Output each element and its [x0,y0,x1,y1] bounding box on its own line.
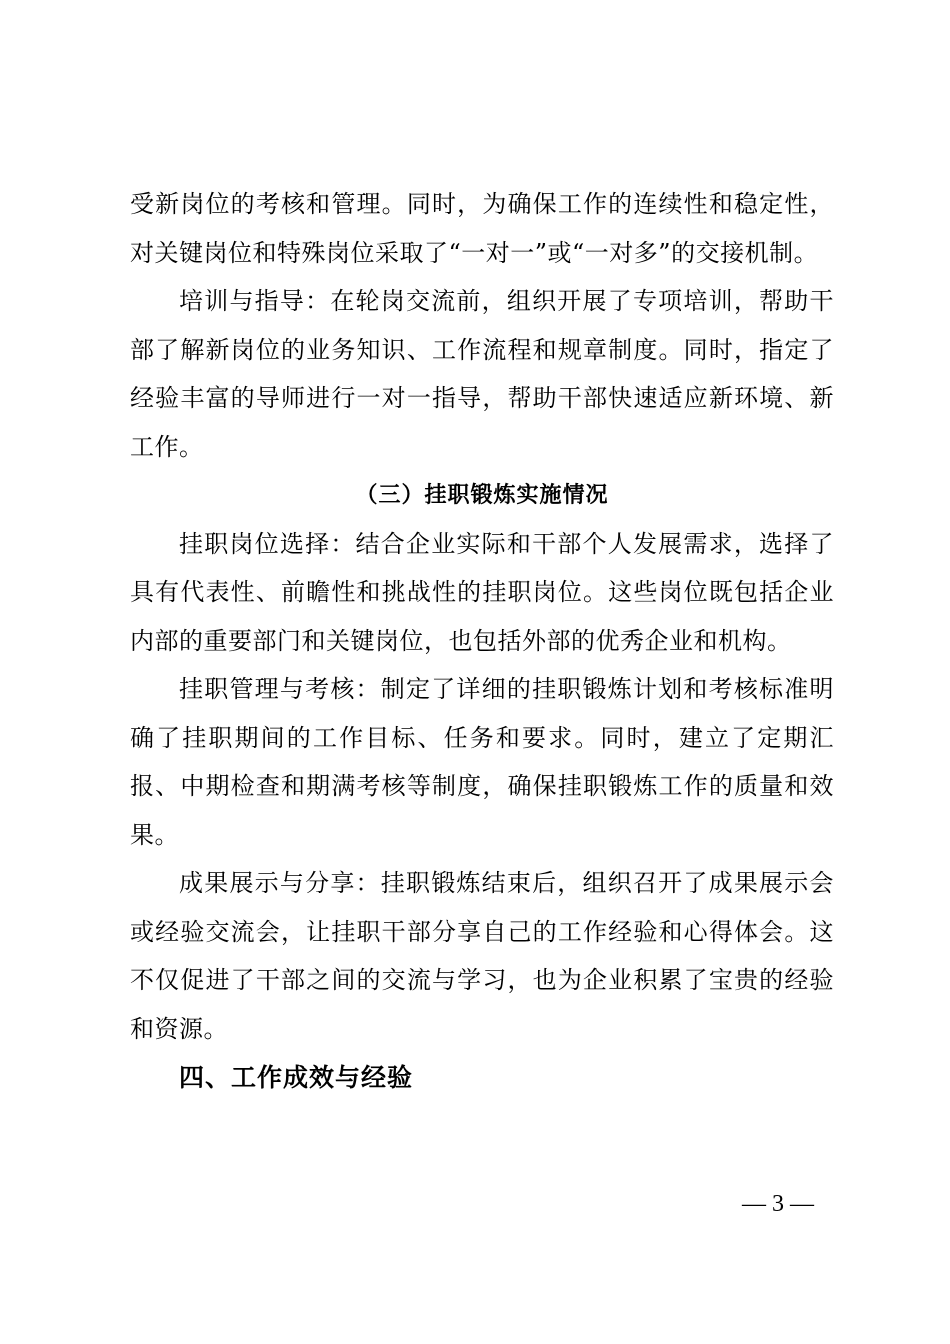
paragraph-secondment-management: 挂职管理与考核：制定了详细的挂职锻炼计划和考核标准明确了挂职期间的工作目标、任务和要求。同时，建立了定期汇报、中期检查和期满考核等制度，确保挂职锻炼工作的质量和效果。 [130,675,834,849]
page-number: — 3 — [742,1191,814,1217]
section-heading-results-experience: 四、工作成效与经验 [179,1063,414,1092]
document-body [130,180,834,1103]
paragraph-results-sharing: 成果展示与分享：挂职锻炼结束后，组织召开了成果展示会或经验交流会，让挂职干部分享自己的工作经验和心得体会。这不仅促进了干部之间的交流与学习，也为企业积累了宝贵的经验和资源。 [130,869,834,1043]
paragraph-handover-mechanism: 受新岗位的考核和管理。同时，为确保工作的连续性和稳定性，对关键岗位和特殊岗位采取了“一对一”或“一对多”的交接机制。 [130,190,834,267]
paragraph-training-guidance: 培训与指导：在轮岗交流前，组织开展了专项培训，帮助干部了解新岗位的业务知识、工作流程和规章制度。同时，指定了经验丰富的导师进行一对一指导，帮助干部快速适应新环境、新工作。 [130,287,834,461]
subheading-secondment-implementation: （三）挂职锻炼实施情况 [355,482,609,508]
paragraph-secondment-post-selection: 挂职岗位选择：结合企业实际和干部个人发展需求，选择了具有代表性、前瞻性和挑战性的挂职岗位。这些岗位既包括企业内部的重要部门和关键岗位，也包括外部的优秀企业和机构。 [130,529,834,655]
